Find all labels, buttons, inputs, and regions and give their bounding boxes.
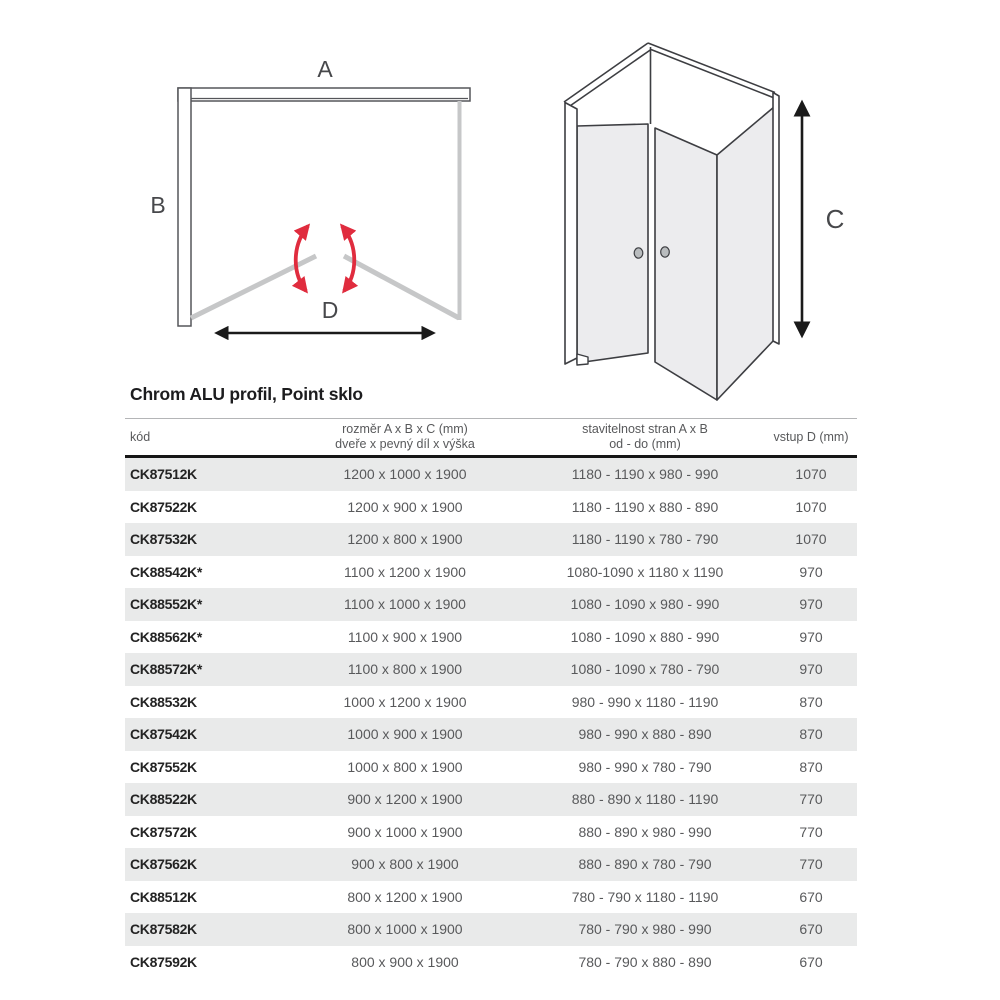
door-left-glass <box>577 124 648 363</box>
table-row <box>125 686 857 719</box>
cell-kod: CK87532K <box>130 531 197 548</box>
cell-kod: CK88522K <box>130 791 197 808</box>
door-right-glass <box>655 128 717 400</box>
cell-rozmer: 1000 x 1200 x 1900 <box>343 693 467 710</box>
cell-kod: CK88532K <box>130 693 197 710</box>
col-header-rozmer-line2: dveře x pevný díl x výška <box>335 437 475 451</box>
table-row <box>125 588 857 621</box>
left-wall-post <box>565 103 577 365</box>
fixed-side-glass <box>717 107 774 400</box>
dim-label-b: B <box>150 192 166 218</box>
cell-kod: CK87542K <box>130 726 197 743</box>
cell-vstup: 870 <box>799 758 823 775</box>
cell-kod: CK87562K <box>130 856 197 873</box>
table-row <box>125 653 857 686</box>
cell-kod: CK87552K <box>130 758 197 775</box>
col-header-stavitelnost-line1: stavitelnost stran A x B <box>582 422 708 436</box>
table-body <box>125 458 857 978</box>
table-row <box>125 751 857 784</box>
col-header-stavitelnost-line2: od - do (mm) <box>609 437 681 451</box>
cell-vstup: 970 <box>799 596 823 613</box>
cell-vstup: 1070 <box>795 531 827 548</box>
table-row <box>125 783 857 816</box>
cell-kod: CK88552K* <box>130 596 203 613</box>
cell-rozmer: 1100 x 800 x 1900 <box>347 661 463 678</box>
table-row <box>125 848 857 881</box>
cell-stavitelnost: 980 - 990 x 1180 - 1190 <box>571 693 719 710</box>
page-title: Chrom ALU profil, Point sklo <box>130 384 363 404</box>
cell-stavitelnost: 1080 - 1090 x 780 - 790 <box>570 661 720 678</box>
cell-rozmer: 1100 x 1000 x 1900 <box>344 596 466 613</box>
table-row <box>125 458 857 491</box>
cell-kod: CK88562K* <box>130 628 203 645</box>
top-frame <box>564 43 775 124</box>
cell-kod: CK88542K* <box>130 563 203 580</box>
cell-vstup: 870 <box>799 693 823 710</box>
cell-rozmer: 1200 x 1000 x 1900 <box>343 466 467 483</box>
cell-kod: CK87592K <box>130 953 197 970</box>
knob-left-icon <box>634 248 643 258</box>
table-row <box>125 881 857 914</box>
cell-kod: CK88512K <box>130 888 197 905</box>
dim-label-d: D <box>321 297 339 323</box>
cell-kod: CK87522K <box>130 498 197 515</box>
cell-rozmer: 800 x 900 x 1900 <box>351 953 459 970</box>
cell-rozmer: 800 x 1000 x 1900 <box>347 921 463 938</box>
cell-rozmer: 1100 x 1200 x 1900 <box>344 563 466 580</box>
right-wall-post <box>773 93 779 345</box>
cell-kod: CK87512K <box>130 466 197 483</box>
cell-rozmer: 900 x 1000 x 1900 <box>347 823 463 840</box>
table-row <box>125 523 857 556</box>
table-row <box>125 556 857 589</box>
cell-stavitelnost: 980 - 990 x 780 - 790 <box>578 758 712 775</box>
cell-kod: CK87582K <box>130 921 197 938</box>
cell-stavitelnost: 1080-1090 x 1180 x 1190 <box>566 563 724 580</box>
table-row <box>125 621 857 654</box>
cell-stavitelnost: 780 - 790 x 1180 - 1190 <box>571 888 719 905</box>
col-header-kod-label: kód <box>130 429 151 444</box>
cell-vstup: 870 <box>799 726 823 743</box>
cell-vstup: 770 <box>799 823 823 840</box>
cell-stavitelnost: 780 - 790 x 880 - 890 <box>578 953 712 970</box>
cell-rozmer: 1100 x 900 x 1900 <box>347 628 463 645</box>
knob-right-icon <box>661 247 670 257</box>
cell-rozmer: 900 x 800 x 1900 <box>351 856 459 873</box>
door-right-plan <box>344 256 459 318</box>
cell-vstup: 770 <box>799 791 823 808</box>
table-row <box>125 816 857 849</box>
cell-rozmer: 800 x 1200 x 1900 <box>347 888 463 905</box>
plan-view-diagram <box>120 30 490 360</box>
col-header-stavitelnost <box>525 422 765 452</box>
cell-vstup: 970 <box>799 628 823 645</box>
cell-rozmer: 1200 x 900 x 1900 <box>347 498 463 515</box>
cell-vstup: 970 <box>799 661 823 678</box>
cell-vstup: 1070 <box>795 498 827 515</box>
cell-rozmer: 900 x 1200 x 1900 <box>347 791 463 808</box>
cell-rozmer: 1000 x 800 x 1900 <box>347 758 463 775</box>
cell-vstup: 1070 <box>795 466 827 483</box>
col-header-vstup <box>765 430 857 445</box>
table-header <box>125 418 857 458</box>
col-header-rozmer <box>285 422 525 452</box>
left-wall-profile <box>178 88 191 326</box>
cell-stavitelnost: 1180 - 1190 x 880 - 890 <box>571 498 719 515</box>
cell-stavitelnost: 1080 - 1090 x 880 - 990 <box>570 628 720 645</box>
col-header-rozmer-line1: rozměr A x B x C (mm) <box>342 422 468 436</box>
dim-label-c: C <box>825 204 845 234</box>
cell-stavitelnost: 880 - 890 x 1180 - 1190 <box>571 791 719 808</box>
table-row <box>125 491 857 524</box>
cell-vstup: 670 <box>799 953 823 970</box>
cell-rozmer: 1200 x 800 x 1900 <box>347 531 463 548</box>
cell-vstup: 970 <box>799 563 823 580</box>
cell-stavitelnost: 1180 - 1190 x 980 - 990 <box>571 466 719 483</box>
cell-stavitelnost: 1080 - 1090 x 980 - 990 <box>570 596 720 613</box>
table-row <box>125 718 857 751</box>
cell-vstup: 670 <box>799 921 823 938</box>
table-row <box>125 946 857 979</box>
perspective-view-diagram <box>545 25 865 415</box>
right-glass-edge <box>458 101 462 320</box>
cell-stavitelnost: 1180 - 1190 x 780 - 790 <box>571 531 719 548</box>
cell-stavitelnost: 980 - 990 x 880 - 890 <box>578 726 712 743</box>
spec-table <box>125 418 857 978</box>
cell-rozmer: 1000 x 900 x 1900 <box>347 726 463 743</box>
cell-kod: CK88572K* <box>130 661 203 678</box>
cell-stavitelnost: 780 - 790 x 980 - 990 <box>578 921 712 938</box>
table-row <box>125 913 857 946</box>
dim-label-a: A <box>317 56 333 82</box>
cell-vstup: 770 <box>799 856 823 873</box>
col-header-kod <box>125 430 285 445</box>
col-header-vstup-label: vstup D (mm) <box>773 429 849 444</box>
cell-stavitelnost: 880 - 890 x 780 - 790 <box>578 856 712 873</box>
cell-stavitelnost: 880 - 890 x 980 - 990 <box>578 823 712 840</box>
cell-kod: CK87572K <box>130 823 197 840</box>
cell-vstup: 670 <box>799 888 823 905</box>
